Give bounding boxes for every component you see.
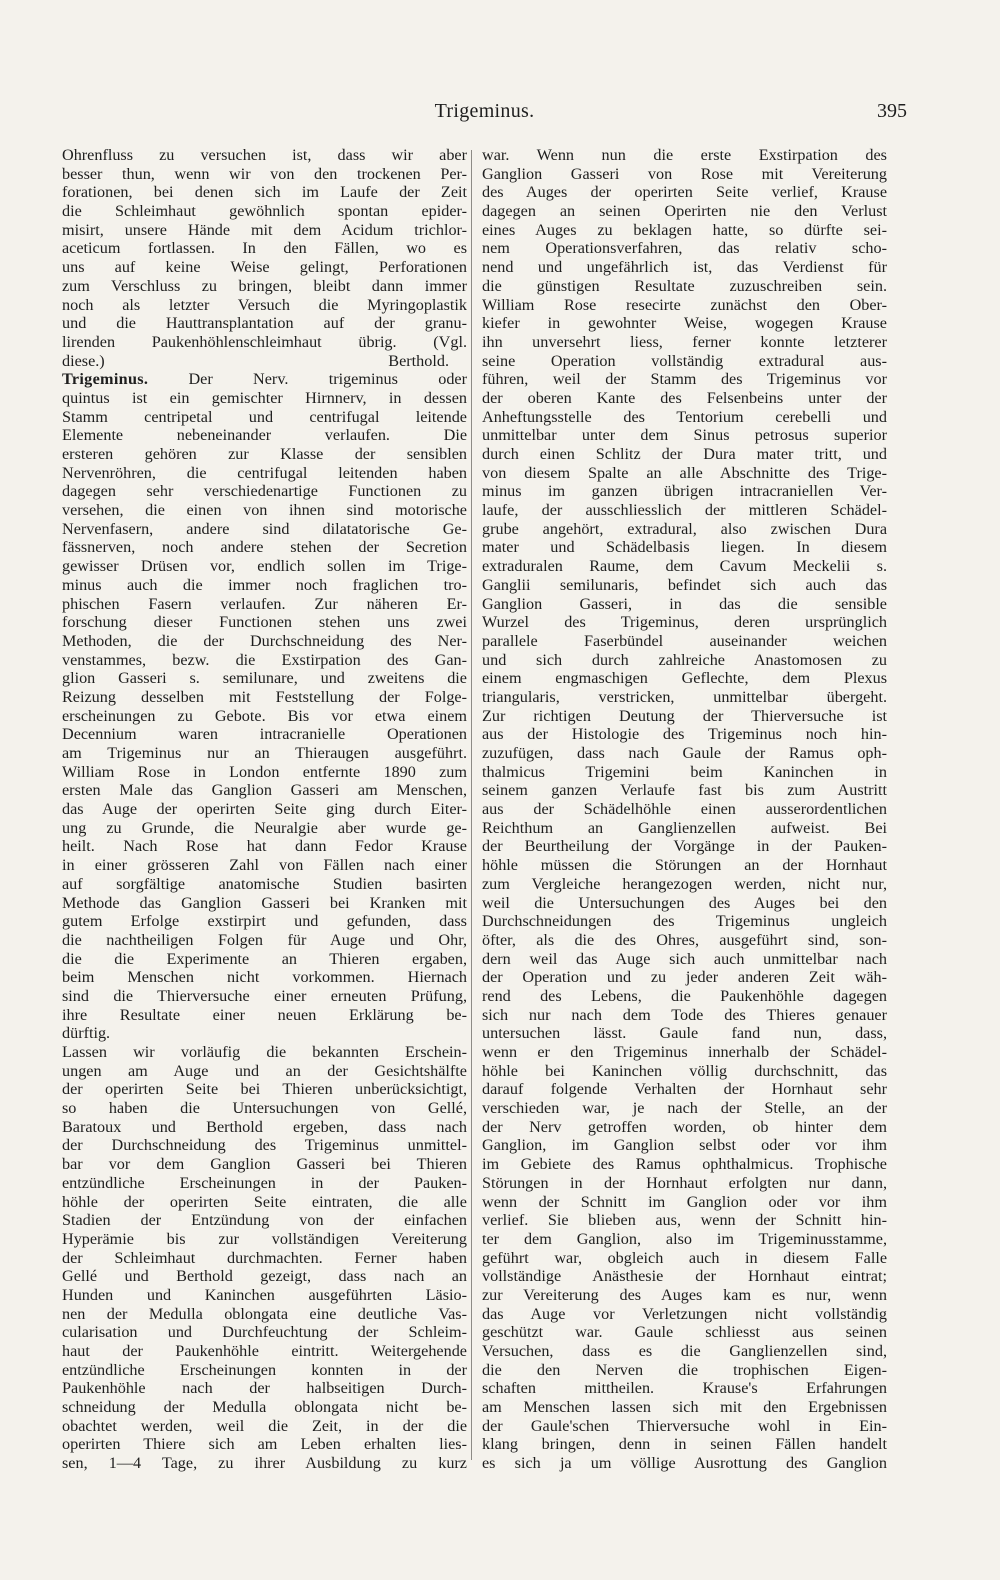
text-line: Zur richtigen Deutung der Thierversuche ist	[482, 706, 887, 725]
entry-heading: Trigeminus.	[62, 370, 149, 389]
text-line: einem engmaschigen Geflechte, dem Plexus	[482, 669, 887, 688]
text-line: schaften mittheilen. Krause's Erfahrungen	[482, 1379, 887, 1398]
text-line: des Auges der operirten Seite verlief, Krause	[482, 183, 887, 202]
text-line: quintus ist ein gemischter Hirnnerv, in dessen	[62, 388, 467, 407]
text-line: zur Vereiterung des Auges kam es nur, wenn	[482, 1285, 887, 1304]
text-line: sen, 1—4 Tage, zu ihrer Ausbildung zu kurz	[62, 1454, 467, 1473]
text-line: William Rose resecirte zunächst den Ober-	[482, 295, 887, 314]
text-line: zum Verschluss zu bringen, bleibt dann immer	[62, 276, 467, 295]
text-line: der Nerv getroffen worden, ob hinter dem	[482, 1117, 887, 1136]
text-line: parallele Faserbündel auseinander weichen	[482, 631, 887, 650]
text-line: dern weil das Auge sich auch unmittelbar nach	[482, 949, 887, 968]
text-line: gewisser Drüsen vor, endlich sollen im Trige-	[62, 557, 467, 576]
text-line: aus der Histologie des Trigeminus noch hin-	[482, 725, 887, 744]
text-line: entzündliche Erscheinungen in der Pauken-	[62, 1173, 467, 1192]
text-line: die Schleimhaut gewöhnlich spontan epider-	[62, 202, 467, 221]
text-line: William Rose in London entfernte 1890 zum	[62, 762, 467, 781]
text-line: dagegen sehr verschiedenartige Functionen zu	[62, 482, 467, 501]
text-line: Reichthum an Ganglienzellen aufweist. Bei	[482, 818, 887, 837]
text-line: operirten Thiere sich am Leben erhalten lies-	[62, 1435, 467, 1454]
text-line: Nervenröhren, die centrifugal leitenden haben	[62, 463, 467, 482]
text-line: lirenden Paukenhöhlenschleimhaut übrig. (Vgl.	[62, 332, 467, 351]
text-line: eines Auges zu beklagen hatte, so dürfte sei-	[482, 220, 887, 239]
text-line: minus im ganzen übrigen intracraniellen Ver-	[482, 482, 887, 501]
text-line: am Menschen lassen sich mit den Ergebnissen	[482, 1398, 887, 1417]
text-line: das Auge vor Verletzungen nicht vollständig	[482, 1304, 887, 1323]
text-line: Ohrenfluss zu versuchen ist, dass wir aber	[62, 146, 467, 164]
text-line: höhle müssen die Störungen an der Hornhaut	[482, 856, 887, 875]
text-line: der Durchschneidung des Trigeminus unmittel-	[62, 1136, 467, 1155]
text-line: ung zu Grunde, die Neuralgie aber wurde ge-	[62, 818, 467, 837]
text-line: mater und Schädelbasis liegen. In diesem	[482, 538, 887, 557]
text-line: und sich durch zahlreiche Anastomosen zu	[482, 650, 887, 669]
text-line: ersteren gehören zur Klasse der sensiblen	[62, 445, 467, 463]
text-line: Ganglion Gasseri, in das die sensible	[482, 594, 887, 613]
text-line: verlief. Sie blieben aus, wenn der Schnitt hin-	[482, 1211, 887, 1230]
text-line: der Gaule'schen Thierversuche wohl in Ein-	[482, 1416, 887, 1435]
text-line: Anheftungsstelle des Tentorium cerebelli und	[482, 407, 887, 426]
text-line: am Trigeminus nur an Thieraugen ausgeführt.	[62, 744, 467, 762]
text-line: zuzufügen, dass nach Gaule der Ramus oph-	[482, 744, 887, 762]
text-line: grube angehört, extradural, also zwischen Dura	[482, 519, 887, 538]
text-line: Stamm centripetal und centrifugal leitende	[62, 407, 467, 426]
text-line: kiefer in gewohnter Weise, wogegen Krause	[482, 314, 887, 333]
text-line: Störungen in der Hornhaut erfolgten nur dann,	[482, 1173, 887, 1192]
running-header	[62, 100, 907, 130]
text-line: Methoden, die der Durchschneidung des Ner-	[62, 631, 467, 650]
text-line: misirt, unsere Hände mit dem Acidum trichlor-	[62, 220, 467, 239]
text-line: ungen am Auge und an der Gesichtshälfte	[62, 1061, 467, 1080]
text-line: das Auge der operirten Seite ging durch Eiter-	[62, 800, 467, 819]
text-line: in einer grösseren Zahl von Fällen nach einer	[62, 856, 467, 875]
text-line: seinem ganzen Verlaufe fast bis zum Austritt	[482, 781, 887, 800]
text-line: weil die Untersuchungen des Auges bei den	[482, 893, 887, 912]
text-line: minus auch die immer noch fraglichen tro-	[62, 575, 467, 594]
text-line: unmittelbar unter dem Sinus petrosus superior	[482, 426, 887, 445]
text-line: erscheinungen zu Gebote. Bis vor etwa einem	[62, 706, 467, 725]
text-line: der operirten Seite bei Thieren unberücksichtigt,	[62, 1080, 467, 1099]
text-line: durch einen Schlitz der Dura mater tritt, und	[482, 445, 887, 463]
text-line: forationen, bei denen sich im Laufe der Zeit	[62, 183, 467, 202]
text-line: besser thun, wenn wir von den trockenen Per-	[62, 164, 467, 183]
text-line: Paukenhöhle nach der halbseitigen Durch-	[62, 1379, 467, 1398]
text-line: der Beurtheilung der Vorgänge in der Pauken-	[482, 837, 887, 856]
text-line: Decennium waren intracranielle Operationen	[62, 725, 467, 744]
text-line: seine Operation vollständig extradural aus-	[482, 351, 887, 370]
text-line: Durchschneidungen des Trigeminus ungleich	[482, 912, 887, 931]
text-line: forschung dieser Functionen stehen uns zwei	[62, 613, 467, 632]
text-line: Nervenfasern, andere sind dilatatorische Ge-	[62, 519, 467, 538]
text-line: Ganglion, im Ganglion selbst oder vor ihm	[482, 1136, 887, 1155]
text-line	[62, 352, 467, 371]
text-line: verschieden war, je nach der Stelle, an der	[482, 1099, 887, 1118]
text-line: Versuchen, dass es die Ganglienzellen sind,	[482, 1342, 887, 1360]
left-text-column	[62, 146, 467, 1473]
text-line: dürftig.	[62, 1024, 111, 1043]
text-line: extraduralen Raume, dem Cavum Meckelii s.	[482, 557, 887, 576]
text-line: Ganglion Gasseri von Rose mit Vereiterung	[482, 164, 887, 183]
text-line: öfter, als die des Ohres, ausgeführt sind, son-	[482, 930, 887, 949]
text-line: klang bringen, denn in seinen Fällen handelt	[482, 1435, 887, 1454]
text-line: die günstigen Resultate zuzuschreiben sein.	[482, 276, 887, 295]
text-line: der Schleimhaut durchmachten. Ferner haben	[62, 1248, 467, 1267]
text-line: Ganglii semilunaris, befindet sich auch das	[482, 575, 887, 594]
text-line: nen der Medulla oblongata eine deutliche Vas-	[62, 1304, 467, 1323]
text-line: Lassen wir vorläufig die bekannten Erschein-	[62, 1043, 467, 1061]
text-line: thalmicus Trigemini beim Kaninchen in	[482, 762, 887, 781]
text-line: cularisation und Durchfeuchtung der Schleim-	[62, 1323, 467, 1342]
text-line: versehen, die einen von ihnen sind motorische	[62, 501, 467, 520]
text-line: venstammes, bezw. die Exstirpation des Gan-	[62, 650, 467, 669]
text-line: triangularis, verstricken, unmittelbar übergeht.	[482, 687, 887, 706]
text-line: obachtet werden, weil die Zeit, in der die	[62, 1416, 467, 1435]
line-fragment: diese.)	[62, 351, 105, 370]
text-line: Wurzel des Trigeminus, deren ursprünglich	[482, 613, 887, 632]
text-line: der Operation und zu jeder anderen Zeit wäh-	[482, 968, 887, 987]
text-line: schneidung der Medulla oblongata nicht be-	[62, 1398, 467, 1417]
text-line: wenn der Schnitt im Ganglion oder vor ihm	[482, 1192, 887, 1211]
text-line: ihre Resultate einer neuen Erklärung be-	[62, 1005, 467, 1024]
text-line: Hunden und Kaninchen ausgeführten Läsio-	[62, 1285, 467, 1304]
text-line: beim Menschen nicht vorkommen. Hiernach	[62, 968, 467, 987]
text-line: Elemente nebeneinander verlaufen. Die	[62, 426, 467, 445]
text-line: phischen Fasern verlaufen. Zur näheren Er-	[62, 594, 467, 613]
text-line: entzündliche Erscheinungen konnten in der	[62, 1360, 467, 1379]
text-line: heilt. Nach Rose hat dann Fedor Krause	[62, 837, 467, 856]
text-line: dagegen an seinen Operirten nie den Verlust	[482, 202, 887, 221]
text-line: von diesem Spalte an alle Abschnitte des Trige-	[482, 463, 887, 482]
text-line: die nachtheiligen Folgen für Auge und Ohr,	[62, 930, 467, 949]
text-line: Stadien der Entzündung von der einfachen	[62, 1211, 467, 1230]
text-line: rend des Lebens, die Paukenhöhle dagegen	[482, 986, 887, 1005]
text-line: laufe, der ausschliesslich der mittleren Schädel-	[482, 501, 887, 520]
text-line: so haben die Untersuchungen von Gellé,	[62, 1099, 467, 1118]
text-line: aceticum fortlassen. In den Fällen, wo es	[62, 239, 467, 258]
text-line: höhle bei Kaninchen völlig durchschnitt, das	[482, 1061, 887, 1080]
text-line: nend und ungefährlich ist, das Verdienst für	[482, 258, 887, 277]
text-line: untersuchen lässt. Gaule fand nun, dass,	[482, 1024, 887, 1043]
text-line: geschützt war. Gaule schliesst aus seinen	[482, 1323, 887, 1342]
text-line: im Gebiete des Ramus ophthalmicus. Trophische	[482, 1155, 887, 1174]
text-line: fässnerven, noch andere stehen der Secretion	[62, 538, 467, 557]
text-line: höhle der operirten Seite eintraten, die alle	[62, 1192, 467, 1211]
text-line: noch als letzter Versuch die Myringoplastik	[62, 295, 467, 314]
text-line: aus der Schädelhöhle einen ausserordentlichen	[482, 800, 887, 819]
text-line: nem Operationsverfahren, das relativ scho-	[482, 239, 887, 258]
text-line: ihn unversehrt liess, ferner konnte letzterer	[482, 332, 887, 351]
text-line: Hyperämie bis zur vollständigen Vereiterung	[62, 1229, 467, 1248]
text-line: glion Gasseri s. semilunare, und zweitens die	[62, 669, 467, 688]
text-line: Baratoux und Berthold ergeben, dass nach	[62, 1117, 467, 1136]
text-line: die die Experimente an Thieren ergaben,	[62, 949, 467, 968]
text-line: wenn er den Trigeminus innerhalb der Schädel-	[482, 1043, 887, 1061]
page-number: 395	[877, 100, 907, 122]
running-title: Trigeminus.	[434, 100, 535, 122]
text-line: Trigeminus. Der Nerv. trigeminus oder	[62, 370, 467, 389]
text-line: es sich ja um völlige Ausrottung des Ganglion	[482, 1454, 887, 1473]
text-line: Reizung desselben mit Feststellung der Folge-	[62, 687, 467, 706]
column-divider	[471, 150, 472, 1460]
text-line: ersten Male das Ganglion Gasseri am Menschen,	[62, 781, 467, 800]
text-line: bar vor dem Ganglion Gasseri bei Thieren	[62, 1155, 467, 1174]
text-line: zum Vergleiche herangezogen werden, nicht nur,	[482, 874, 887, 893]
text-line: sich nur nach dem Tode des Thieres genauer	[482, 1005, 887, 1024]
text-line: darauf folgende Verhalten der Hornhaut sehr	[482, 1080, 887, 1099]
author-signature: Berthold.	[388, 351, 449, 370]
text-line: war. Wenn nun die erste Exstirpation des	[482, 146, 887, 164]
text-line: der oberen Kante des Felsenbeins unter der	[482, 388, 887, 407]
text-line: führen, weil der Stamm des Trigeminus vor	[482, 370, 887, 389]
text-line: vollständige Anästhesie der Hornhaut eintrat;	[482, 1267, 887, 1286]
right-text-column	[482, 146, 887, 1473]
text-line: gutem Erfolge exstirpirt und gefunden, dass	[62, 912, 467, 931]
text-line: Methode das Ganglion Gasseri bei Kranken mit	[62, 893, 467, 912]
text-line: die den Nerven die trophischen Eigen-	[482, 1360, 887, 1379]
text-line: und die Hauttransplantation auf der granu-	[62, 314, 467, 333]
text-line: haut der Paukenhöhle eintritt. Weitergehende	[62, 1342, 467, 1360]
text-line: sind die Thierversuche einer erneuten Prüfung,	[62, 986, 467, 1005]
text-line: Gellé und Berthold gezeigt, dass nach an	[62, 1267, 467, 1286]
text-line: geführt war, obgleich auch in diesem Falle	[482, 1248, 887, 1267]
text-line: ter dem Ganglion, also im Trigeminusstamme,	[482, 1229, 887, 1248]
text-line: uns auf keine Weise gelingt, Perforationen	[62, 258, 467, 277]
text-line: auf sorgfältige anatomische Studien basirten	[62, 874, 467, 893]
